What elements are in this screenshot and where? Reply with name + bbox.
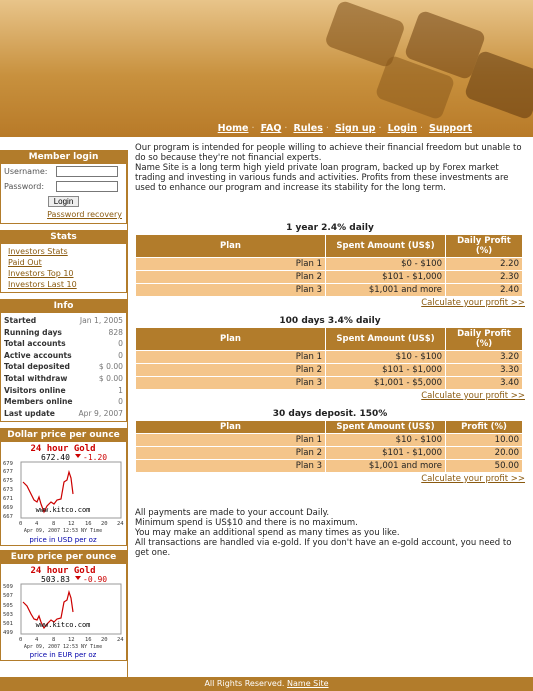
plan-title: 100 days 3.4% daily bbox=[279, 316, 381, 326]
table-row: Plan 1 $10 - $100 3.20 bbox=[136, 351, 523, 364]
nav-rules[interactable]: Rules bbox=[293, 123, 323, 134]
password-recovery-link[interactable]: Password recovery bbox=[47, 210, 122, 219]
stats-title: Stats bbox=[1, 231, 126, 244]
chart-caption: price in EUR per oz bbox=[29, 651, 97, 660]
footer-site-link[interactable]: Name Site bbox=[287, 679, 329, 688]
y-tick-label: 671 bbox=[3, 496, 13, 503]
plan-section bbox=[135, 223, 525, 308]
chart-change: -0.90 bbox=[83, 575, 108, 585]
x-tick-label: 4 bbox=[35, 637, 39, 644]
x-tick-label: 24 bbox=[117, 637, 124, 644]
chart-change: -1.20 bbox=[83, 453, 108, 463]
info-row: Visitors online 1 bbox=[4, 385, 123, 395]
x-tick-label: 12 bbox=[68, 637, 75, 644]
chart-site-label: www.kitco.com bbox=[35, 621, 91, 630]
chart-price: 503.83 bbox=[41, 575, 70, 585]
plan-section bbox=[135, 316, 525, 401]
calculate-profit-link[interactable]: Calculate your profit >> bbox=[421, 298, 525, 308]
info-row: Last update Apr 9, 2007 bbox=[4, 408, 123, 418]
login-button[interactable]: Login bbox=[48, 196, 80, 207]
table-row: Plan 2 $101 - $1,000 20.00 bbox=[136, 447, 523, 460]
plan-table: Plan Spent Amount (US$) Profit (%) Plan 1 $10 - $100 10.00 Plan 2 $101 - $1,000 20.00 Plan 3 $1,001 and more 50.00 bbox=[135, 420, 523, 473]
y-tick-label: 679 bbox=[3, 461, 13, 468]
username-input[interactable] bbox=[56, 166, 118, 177]
info-box bbox=[0, 299, 127, 422]
intro-paragraph: Name Site is a long term high yield private loan program, backed up by Forex market trading and investing in various funds and activities. Profits from these investments are used to enhance our program and increase its stability for the long term. bbox=[135, 163, 509, 193]
chart-heading: 24 hour Gold bbox=[30, 566, 96, 577]
table-row: Plan 3 $1,001 and more 50.00 bbox=[136, 460, 523, 473]
note-line: Minimum spend is US$10 and there is no maximum. bbox=[135, 518, 358, 528]
gold-eur-chart bbox=[1, 564, 126, 660]
paid-out-link[interactable]: Paid Out bbox=[8, 258, 42, 267]
table-row: Plan 2 $101 - $1,000 2.30 bbox=[136, 271, 523, 284]
intro-paragraph: Our program is intended for people willing to achieve their financial freedom but unable to do so because they're not financial experts. bbox=[135, 143, 522, 163]
x-tick-label: 4 bbox=[35, 521, 39, 528]
main-content bbox=[135, 143, 525, 558]
dollar-gold-title: Dollar price per ounce bbox=[1, 429, 126, 442]
chart-date: Apr 09, 2007 12:53 NY Time bbox=[23, 644, 103, 651]
x-tick-label: 16 bbox=[85, 521, 92, 528]
dollar-gold-box bbox=[0, 428, 127, 546]
y-tick-label: 503 bbox=[3, 612, 13, 619]
y-tick-label: 507 bbox=[3, 593, 13, 600]
euro-gold-box bbox=[0, 550, 127, 661]
y-tick-label: 501 bbox=[3, 621, 13, 628]
table-row: Plan 1 $0 - $100 2.20 bbox=[136, 258, 523, 271]
info-row: Total withdraw $ 0.00 bbox=[4, 373, 123, 383]
note-line: All payments are made to your account Daily. bbox=[135, 508, 330, 518]
info-row: Total accounts 0 bbox=[4, 339, 123, 349]
plan-title: 30 days deposit. 150% bbox=[272, 409, 388, 419]
info-row: Total deposited $ 0.00 bbox=[4, 362, 123, 372]
table-row: Plan 3 $1,001 - $5,000 3.40 bbox=[136, 377, 523, 390]
x-tick-label: 0 bbox=[19, 521, 23, 528]
footer bbox=[0, 677, 533, 691]
table-row: Plan 2 $101 - $1,000 3.30 bbox=[136, 364, 523, 377]
table-row: Plan 1 $10 - $100 10.00 bbox=[136, 434, 523, 447]
nav-faq[interactable]: FAQ bbox=[260, 123, 282, 134]
calculate-profit-link[interactable]: Calculate your profit >> bbox=[421, 474, 525, 484]
plan-table: Plan Spent Amount (US$) Daily Profit (%) Plan 1 $10 - $100 3.20 Plan 2 $101 - $1,000 3.30 Plan 3 $1,001 - $5,000 3.40 bbox=[135, 327, 523, 390]
chart-heading: 24 hour Gold bbox=[30, 444, 96, 455]
investors-stats-link[interactable]: Investors Stats bbox=[8, 247, 68, 256]
y-tick-label: 669 bbox=[3, 505, 13, 512]
euro-gold-title: Euro price per ounce bbox=[1, 551, 126, 564]
y-tick-label: 509 bbox=[3, 584, 13, 591]
info-row: Started Jan 1, 2005 bbox=[4, 316, 123, 325]
info-row: Running days 828 bbox=[4, 327, 123, 337]
plan-title: 1 year 2.4% daily bbox=[286, 223, 374, 233]
gold-usd-chart bbox=[1, 442, 126, 545]
footer-text: All Rights Reserved. bbox=[204, 679, 285, 688]
stats-box bbox=[0, 230, 127, 293]
y-tick-label: 499 bbox=[3, 630, 13, 637]
plan-table: Plan Spent Amount (US$) Daily Profit (%) Plan 1 $0 - $100 2.20 Plan 2 $101 - $1,000 2.30 Plan 3 $1,001 and more 2.40 bbox=[135, 234, 523, 297]
plan-section bbox=[135, 409, 525, 484]
x-tick-label: 20 bbox=[101, 521, 108, 528]
x-tick-label: 12 bbox=[68, 521, 75, 528]
sidebar bbox=[0, 150, 128, 678]
member-login-box bbox=[0, 150, 127, 224]
investors-last-10-link[interactable]: Investors Last 10 bbox=[8, 280, 77, 289]
nav-home[interactable]: Home bbox=[217, 123, 249, 134]
x-tick-label: 0 bbox=[19, 637, 23, 644]
info-title: Info bbox=[1, 300, 126, 313]
nav-support[interactable]: Support bbox=[429, 123, 472, 134]
info-row: Active accounts 0 bbox=[4, 350, 123, 360]
member-login-title: Member login bbox=[1, 151, 126, 164]
x-tick-label: 20 bbox=[101, 637, 108, 644]
chart-price: 672.40 bbox=[41, 453, 70, 463]
note-line: All transactions are handled via e-gold. If you don't have an e-gold account, you need to get one. bbox=[135, 538, 512, 558]
nav-signup[interactable]: Sign up bbox=[334, 123, 376, 134]
y-tick-label: 505 bbox=[3, 603, 13, 610]
top-navigation: Home · FAQ · Rules · Sign up · Login · Support bbox=[217, 123, 472, 134]
header-banner bbox=[0, 0, 533, 137]
x-tick-label: 8 bbox=[52, 521, 56, 528]
password-input[interactable] bbox=[56, 181, 118, 192]
x-tick-label: 24 bbox=[117, 521, 124, 528]
chart-date: Apr 09, 2007 12:53 NY Time bbox=[23, 528, 103, 535]
username-label: Username: bbox=[4, 167, 48, 176]
y-tick-label: 673 bbox=[3, 487, 13, 494]
info-row: Members online 0 bbox=[4, 397, 123, 407]
notes bbox=[135, 508, 525, 558]
y-tick-label: 677 bbox=[3, 469, 13, 476]
password-label: Password: bbox=[4, 182, 45, 191]
x-tick-label: 8 bbox=[52, 637, 56, 644]
y-tick-label: 667 bbox=[3, 514, 13, 521]
note-line: You may make an additional spend as many times as you like. bbox=[135, 528, 400, 538]
chart-site-label: www.kitco.com bbox=[35, 506, 91, 515]
x-tick-label: 16 bbox=[85, 637, 92, 644]
table-row: Plan 3 $1,001 and more 2.40 bbox=[136, 284, 523, 297]
investors-top-10-link[interactable]: Investors Top 10 bbox=[8, 269, 74, 278]
calculate-profit-link[interactable]: Calculate your profit >> bbox=[421, 391, 525, 401]
y-tick-label: 675 bbox=[3, 478, 13, 485]
nav-login[interactable]: Login bbox=[387, 123, 417, 134]
chart-caption: price in USD per oz bbox=[29, 536, 97, 545]
